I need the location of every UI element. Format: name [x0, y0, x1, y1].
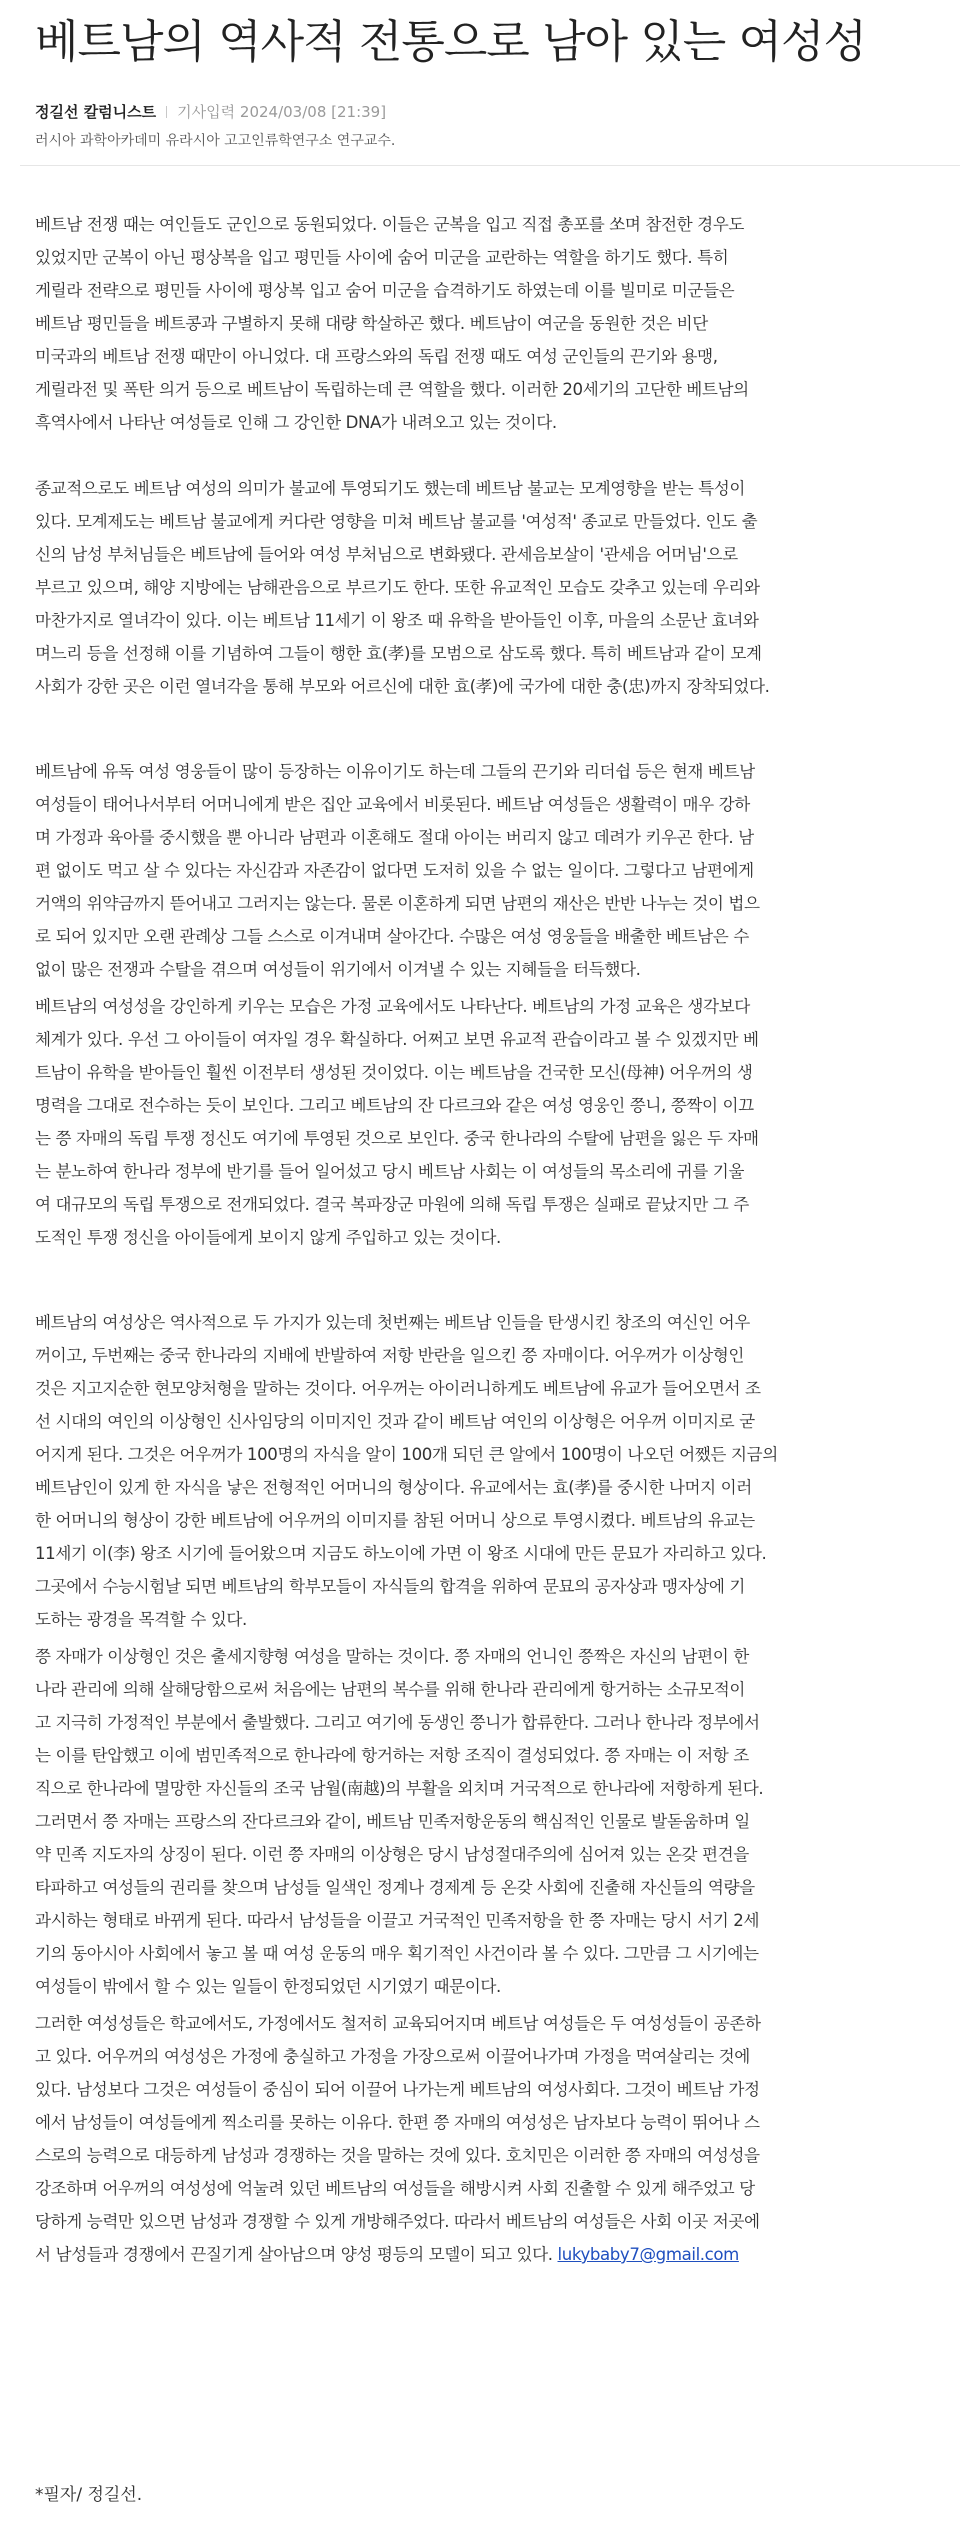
text-line: 는 이를 탄압했고 이에 범민족적으로 한나라에 항거하는 저항 조직이 결성되었다. 쯩 자매는 이 저항 조 — [35, 1746, 749, 1765]
text-line: 체계가 있다. 우선 그 아이들이 여자일 경우 확실하다. 어쩌고 보면 유교적 관습이라고 볼 수 있겠지만 베 — [35, 1030, 759, 1049]
paragraph-2 — [35, 472, 945, 703]
text-line — [35, 2238, 945, 2271]
text-line: 종교적으로도 베트남 여성의 의미가 불교에 투영되기도 했는데 베트남 불교는 모계영향을 받는 특성이 — [35, 479, 746, 498]
text-line: 트남이 유학을 받아들인 훨씬 이전부터 생성된 것이었다. 이는 베트남을 건국한 모신(母神) 어우꺼의 생 — [35, 1063, 753, 1082]
byline-divider — [166, 106, 167, 118]
text-line: 그러면서 쯩 자매는 프랑스의 잔다르크와 같이, 베트남 민족저항운동의 핵심적인 인물로 발돋움하며 일 — [35, 1812, 750, 1831]
text-line: 며 가정과 육아를 중시했을 뿐 아니라 남편과 이혼해도 절대 아이는 버리지 않고 데려가 키우곤 한다. 남 — [35, 828, 754, 847]
text-line: 기의 동아시아 사회에서 놓고 볼 때 여성 운동의 매우 획기적인 사건이라 볼 수 있다. 그만큼 그 시기에는 — [35, 1944, 759, 1963]
author-name[interactable]: 정길선 칼럼니스트 — [35, 103, 157, 121]
text-line: 도적인 투쟁 정신을 아이들에게 보이지 않게 주입하고 있는 것이다. — [35, 1228, 501, 1247]
text-line: 거액의 위약금까지 뜯어내고 그러지는 않는다. 물론 이혼하게 되면 남편의 재산은 반반 나누는 것이 법으 — [35, 894, 760, 913]
text-line: 는 분노하여 한나라 정부에 반기를 들어 일어섰고 당시 베트남 사회는 이 여성들의 목소리에 귀를 기울 — [35, 1162, 745, 1181]
text-line: 스로의 능력으로 대등하게 남성과 경쟁하는 것을 말하는 것에 있다. 호치민은 이러한 쯩 자매의 여성성을 — [35, 2146, 760, 2165]
text-line: 에서 남성들이 여성들에게 찍소리를 못하는 이유다. 한편 쯩 자매의 여성성은 남자보다 능력이 뛰어나 스 — [35, 2113, 760, 2132]
text-line: 있었지만 군복이 아닌 평상복을 입고 평민들 사이에 숨어 미군을 교란하는 역할을 하기도 했다. 특히 — [35, 248, 729, 267]
paragraph-gap — [35, 439, 945, 472]
author-signature: *필자/ 정길선. — [35, 2485, 143, 2505]
article-header — [35, 0, 945, 150]
text-line: 고 지극히 가정적인 부분에서 출발했다. 그리고 여기에 동생인 쯩니가 합류한다. 그러나 한나라 정부에서 — [35, 1713, 760, 1732]
text-line: 여성들이 태어나서부터 어머니에게 받은 집안 교육에서 비롯된다. 베트남 여성들은 생활력이 매우 강하 — [35, 795, 750, 814]
text-line: 강조하며 어우꺼의 여성성에 억눌려 있던 베트남의 여성들을 해방시켜 사회 진출할 수 있게 해주었고 당 — [35, 2179, 755, 2198]
email-link[interactable]: lukybaby7@gmail.com — [557, 2245, 739, 2264]
text-line: 게릴라전 및 폭탄 의거 등으로 베트남이 독립하는데 큰 역할을 했다. 이러한 20세기의 고단한 베트남의 — [35, 380, 749, 399]
paragraph-3 — [35, 755, 945, 986]
text-line: 흑역사에서 나타난 여성들로 인해 그 강인한 DNA가 내려오고 있는 것이다. — [35, 413, 557, 432]
text-line: 명력을 그대로 전수하는 듯이 보인다. 그리고 베트남의 잔 다르크와 같은 여성 영웅인 쯩니, 쯩짝이 이끄 — [35, 1096, 754, 1115]
text-line: 베트남의 여성성을 강인하게 키우는 모습은 가정 교육에서도 나타난다. 베트남의 가정 교육은 생각보다 — [35, 997, 750, 1016]
text-line: 신의 남성 부처님들은 베트남에 들어와 여성 부처님으로 변화됐다. 관세음보살이 '관세음 어머님'으로 — [35, 545, 738, 564]
text-line: 한 어머니의 형상이 강한 베트남에 어우꺼의 이미지를 참된 어머니 상으로 투영시켰다. 베트남의 유교는 — [35, 1511, 755, 1530]
text-line: 어지게 된다. 그것은 어우꺼가 100명의 자식을 알이 100개 되던 큰 알에서 100명이 나오던 어쨌든 지금의 — [35, 1445, 778, 1464]
article-body — [35, 208, 945, 2271]
text-line: 게릴라 전략으로 평민들 사이에 평상복 입고 숨어 미군을 습격하기도 하였는데 이를 빌미로 미군들은 — [35, 281, 735, 300]
text-line: 타파하고 여성들의 권리를 찾으며 남성들 일색인 정계나 경제계 등 온갖 사회에 진출해 자신들의 역량을 — [35, 1878, 755, 1897]
paragraph-4 — [35, 990, 945, 1254]
text-line: 여성들이 밖에서 할 수 있는 일들이 한정되었던 시기였기 때문이다. — [35, 1977, 501, 1996]
text-line: 며느리 등을 선정해 이를 기념하여 그들이 행한 효(孝)를 모범으로 삼도록 했다. 특히 베트남과 같이 모계 — [35, 644, 762, 663]
text-line: 베트남의 여성상은 역사적으로 두 가지가 있는데 첫번째는 베트남 인들을 탄생시킨 창조의 여신인 어우 — [35, 1313, 750, 1332]
paragraph-5 — [35, 1306, 945, 1636]
text-line: 미국과의 베트남 전쟁 때만이 아니었다. 대 프랑스와의 독립 전쟁 때도 여성 군인들의 끈기와 용맹, — [35, 347, 718, 366]
text-line: 직으로 한나라에 멸망한 자신들의 조국 남월(南越)의 부활을 외치며 거국적으로 한나라에 저항하게 된다. — [35, 1779, 764, 1798]
text-line: 과시하는 형태로 바뀌게 된다. 따라서 남성들을 이끌고 거국적인 민족저항을 한 쯩 자매는 당시 서기 2세 — [35, 1911, 760, 1930]
text-line: 편 없이도 먹고 살 수 있다는 자신감과 자존감이 없다면 도저히 있을 수 없는 일이다. 그렇다고 남편에게 — [35, 861, 754, 880]
text-line: 마찬가지로 열녀각이 있다. 이는 베트남 11세기 이 왕조 때 유학을 받아들인 이후, 마을의 소문난 효녀와 — [35, 611, 759, 630]
paragraph-6 — [35, 1640, 945, 2003]
text-line: 없이 많은 전쟁과 수탈을 겪으며 여성들이 위기에서 이겨낼 수 있는 지혜들을 터득했다. — [35, 960, 641, 979]
text-line: 여 대규모의 독립 투쟁으로 전개되었다. 결국 복파장군 마원에 의해 독립 투쟁은 실패로 끝났지만 그 주 — [35, 1195, 749, 1214]
text-line: 베트남에 유독 여성 영웅들이 많이 등장하는 이유이기도 하는데 그들의 끈기와 리더쉽 등은 현재 베트남 — [35, 762, 755, 781]
text-line: 베트남 평민들을 베트콩과 구별하지 못해 대량 학살하곤 했다. 베트남이 여군을 동원한 것은 비단 — [35, 314, 708, 333]
paragraph-gap — [35, 1254, 945, 1306]
text-line-prefix: 서 남성들과 경쟁에서 끈질기게 살아남으며 양성 평등의 모델이 되고 있다. — [35, 2245, 558, 2264]
text-line: 베트남 전쟁 때는 여인들도 군인으로 동원되었다. 이들은 군복을 입고 직접 총포를 쏘며 참전한 경우도 — [35, 215, 745, 234]
byline — [35, 102, 945, 122]
paragraph-1 — [35, 208, 945, 439]
header-divider — [20, 165, 960, 166]
text-line: 쯩 자매가 이상형인 것은 출세지향형 여성을 말하는 것이다. 쯩 자매의 언니인 쯩짝은 자신의 남편이 한 — [35, 1647, 749, 1666]
text-line: 나라 관리에 의해 살해당함으로써 처음에는 남편의 복수를 위해 한나라 관리에게 항거하는 소규모적이 — [35, 1680, 746, 1699]
text-line: 로 되어 있지만 오랜 관례상 그들 스스로 이겨내며 살아간다. 수많은 여성 영웅들을 배출한 베트남은 수 — [35, 927, 749, 946]
publish-date: 2024/03/08 [21:39] — [239, 103, 387, 121]
paragraph-7 — [35, 2007, 945, 2271]
text-line: 사회가 강한 곳은 이런 열녀각을 통해 부모와 어르신에 대한 효(孝)에 국가에 대한 충(忠)까지 장착되었다. — [35, 677, 770, 696]
text-line: 있다. 모계제도는 베트남 불교에게 커다란 영향을 미쳐 베트남 불교를 '여성적' 종교로 만들었다. 인도 출 — [35, 512, 758, 531]
date-label: 기사입력 — [177, 103, 236, 121]
text-line: 부르고 있으며, 해양 지방에는 남해관음으로 부르기도 한다. 또한 유교적인 모습도 갖추고 있는데 우리와 — [35, 578, 760, 597]
text-line: 꺼이고, 두번째는 중국 한나라의 지배에 반발하여 저항 반란을 일으킨 쯩 자매이다. 어우꺼가 이상형인 — [35, 1346, 745, 1365]
text-line: 도하는 광경을 목격할 수 있다. — [35, 1610, 247, 1629]
text-line: 선 시대의 여인의 이상형인 신사임당의 이미지인 것과 같이 베트남 여인의 이상형은 어우꺼 이미지로 굳 — [35, 1412, 755, 1431]
text-line: 베트남인이 있게 한 자식을 낳은 전형적인 어머니의 형상이다. 유교에서는 효(孝)를 중시한 나머지 이러 — [35, 1478, 752, 1497]
article-title: 베트남의 역사적 전통으로 남아 있는 여성성 — [35, 15, 866, 68]
text-line: 그곳에서 수능시험날 되면 베트남의 학부모들이 자식들의 합격을 위하여 문묘의 공자상과 맹자상에 기 — [35, 1577, 746, 1596]
text-line: 있다. 남성보다 그것은 여성들이 중심이 되어 이끌어 나가는게 베트남의 여성사회다. 그것이 베트남 가정 — [35, 2080, 760, 2099]
text-line: 그러한 여성성들은 학교에서도, 가정에서도 철저히 교육되어지며 베트남 여성들은 두 여성성들이 공존하 — [35, 2014, 761, 2033]
text-line: 는 쯩 자매의 독립 투쟁 정신도 여기에 투영된 것으로 보인다. 중국 한나라의 수탈에 남편을 잃은 두 자매 — [35, 1129, 759, 1148]
author-description: 러시아 과학아카데미 유라시아 고고인류학연구소 연구교수. — [35, 133, 396, 149]
text-line: 당하게 능력만 있으면 남성과 경쟁할 수 있게 개방해주었다. 따라서 베트남의 여성들은 사회 이곳 저곳에 — [35, 2212, 760, 2231]
paragraph-gap — [35, 703, 945, 755]
text-line: 것은 지고지순한 현모양처형을 말하는 것이다. 어우꺼는 아이러니하게도 베트남에 유교가 들어오면서 조 — [35, 1379, 761, 1398]
text-line: 11세기 이(李) 왕조 시기에 들어왔으며 지금도 하노이에 가면 이 왕조 시대에 만든 문묘가 자리하고 있다. — [35, 1544, 767, 1563]
text-line: 약 민족 지도자의 상징이 된다. 이런 쯩 자매의 이상형은 당시 남성절대주의에 심어져 있는 온갖 편견을 — [35, 1845, 749, 1864]
text-line: 고 있다. 어우꺼의 여성성은 가정에 충실하고 가정을 가장으로써 이끌어나가며 가정을 먹여살리는 것에 — [35, 2047, 750, 2066]
